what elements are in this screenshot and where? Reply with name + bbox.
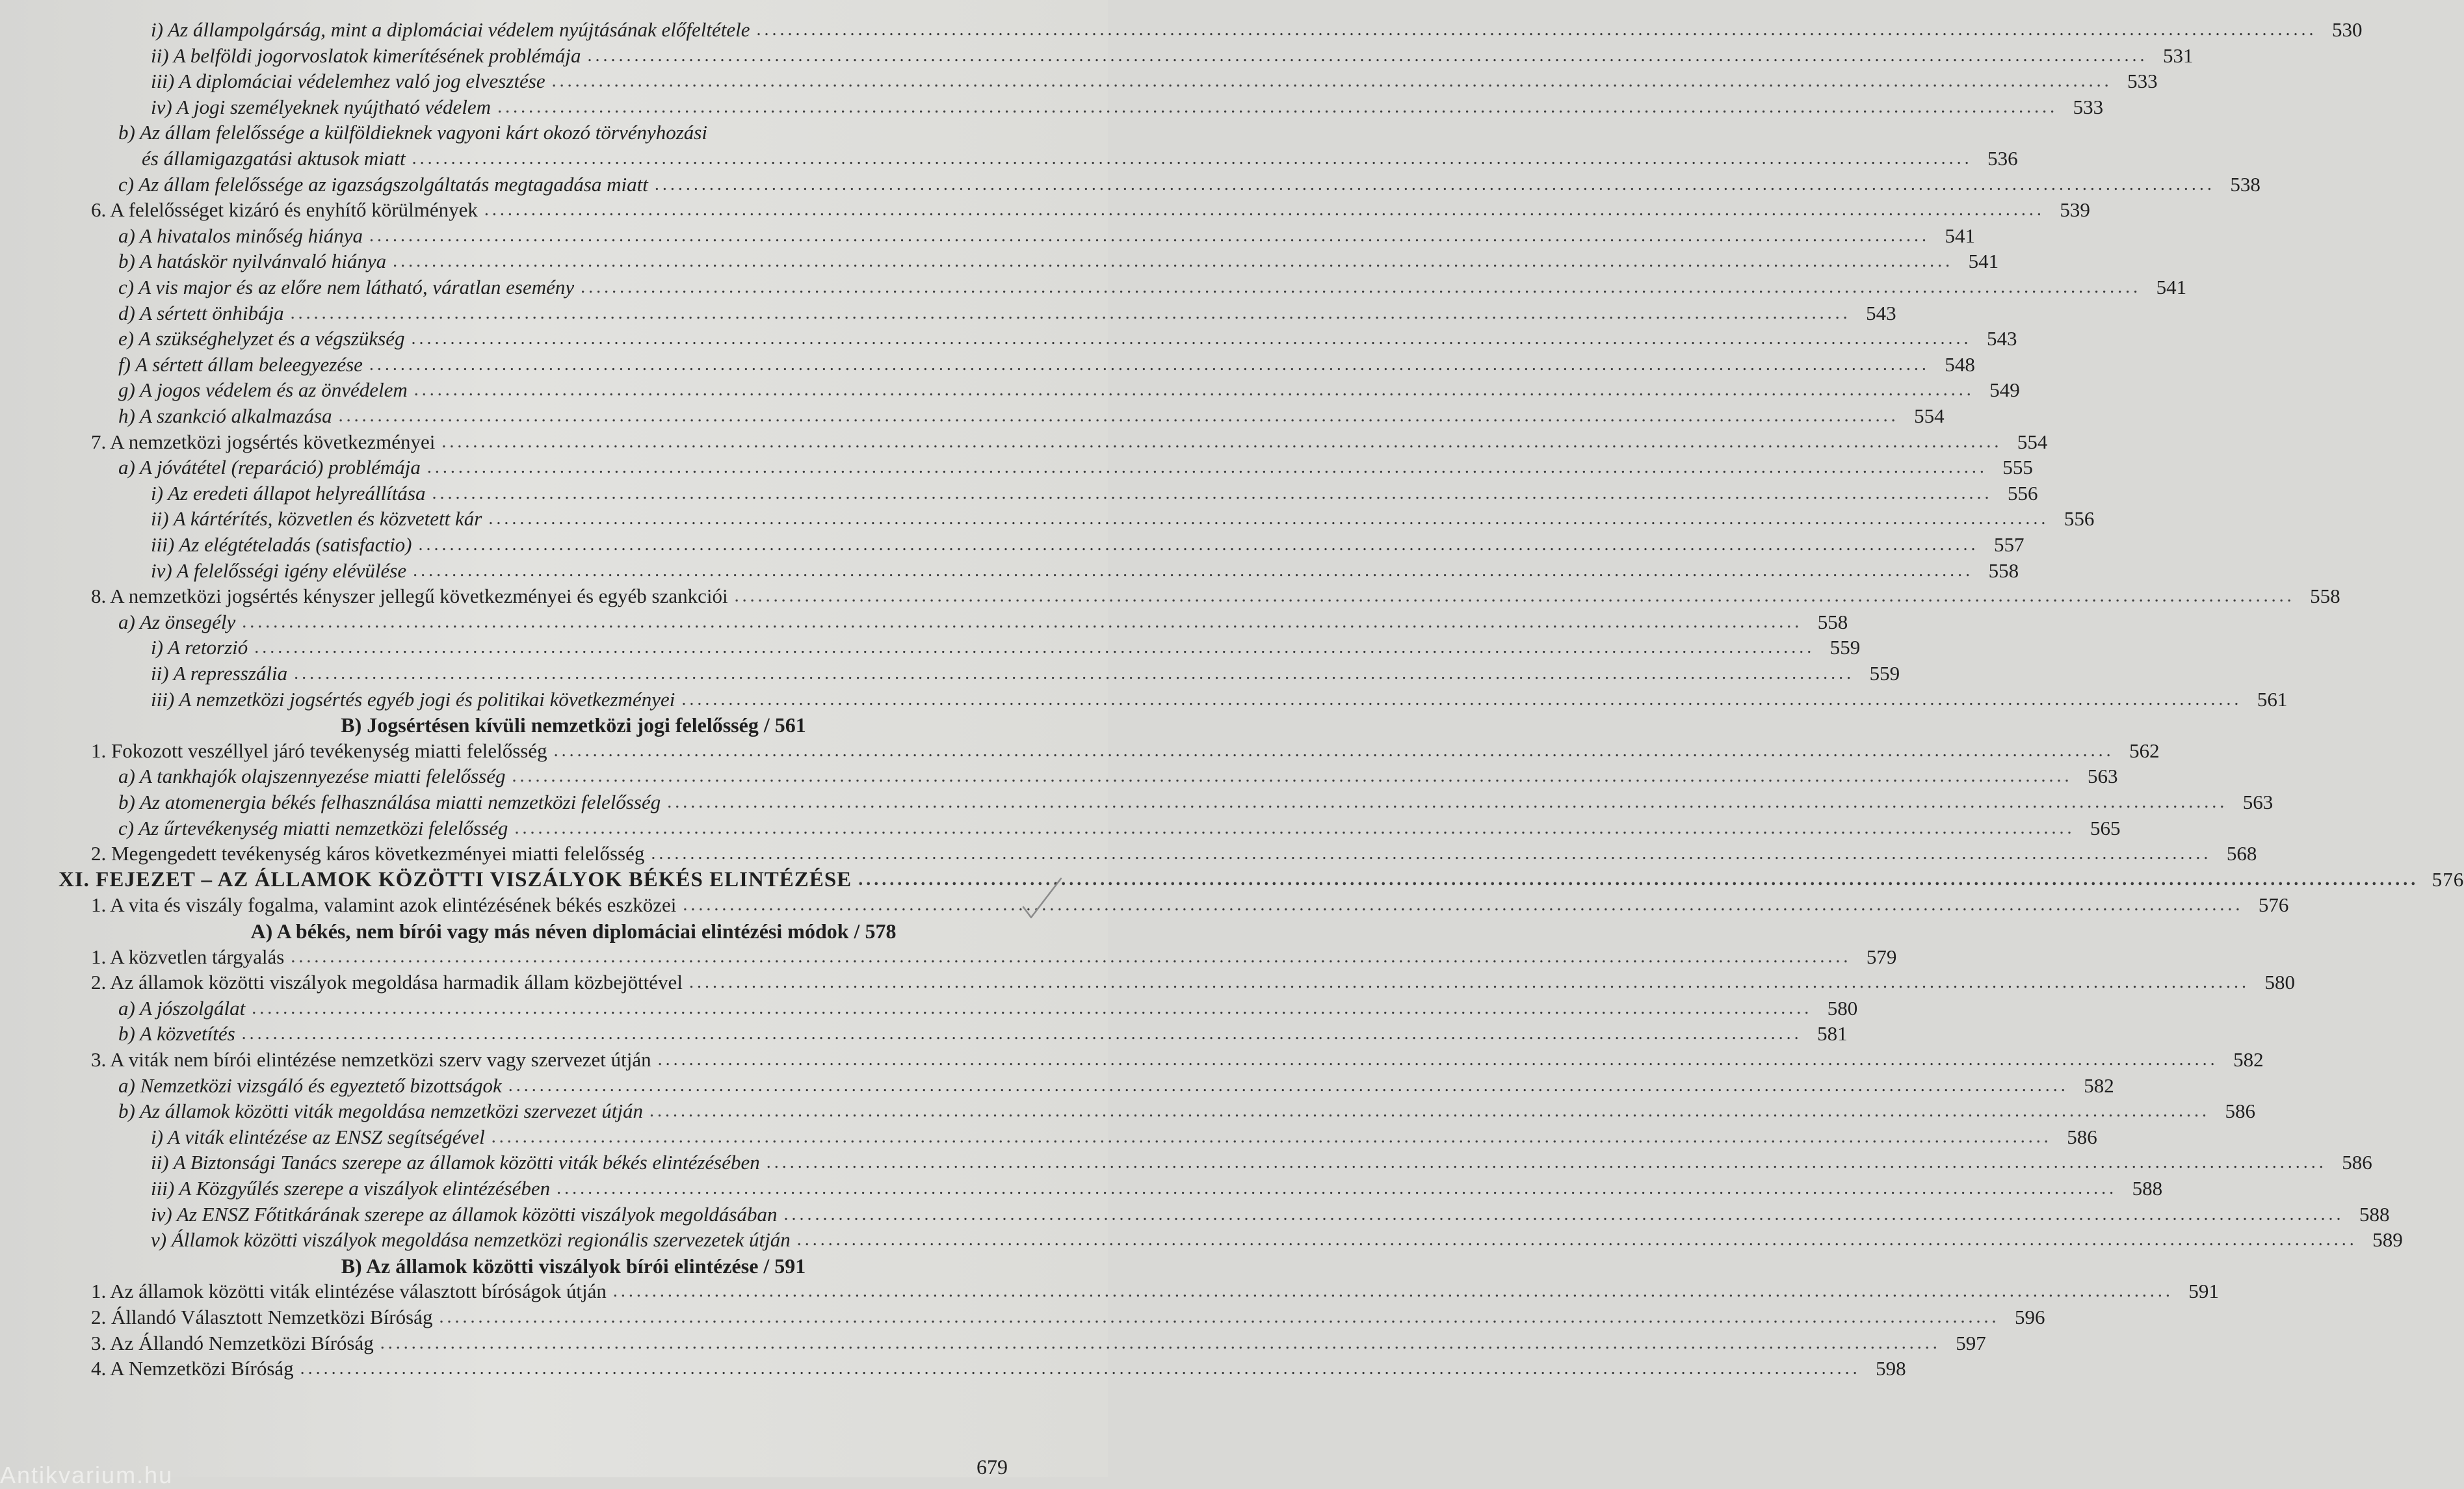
- toc-entry-page: 563: [2242, 791, 2274, 813]
- toc-entry-title: b) A közvetítés: [118, 1022, 235, 1046]
- toc-entry-title: 8. A nemzetközi jogsértés kényszer jellegű következményei és egyéb szankciói: [91, 585, 728, 608]
- toc-entry-title: b) Az atomenergia békés felhasználása miatti nemzetközi felelősség: [118, 791, 661, 813]
- toc-entry-title: 4. A Nemzetközi Bíróság: [91, 1357, 294, 1380]
- toc-entry-title: d) A sértett önhibája: [118, 301, 284, 324]
- dot-leader: ........................................................................................................................................................................................................: [418, 534, 1979, 555]
- toc-entry-title: 2. Az államok közötti viszályok megoldása harmadik állam közbejöttével: [91, 971, 683, 994]
- watermark: Antikvarium.hu: [0, 1462, 174, 1488]
- toc-entry-page: 533: [2073, 95, 2104, 118]
- dot-leader: ........................................................................................................................................................................................................: [667, 792, 2228, 812]
- section-heading: [0, 914, 1108, 943]
- toc-entry-page: 598: [1876, 1357, 1906, 1380]
- section-heading: [0, 708, 1108, 737]
- page-number: 679: [976, 1455, 1008, 1479]
- toc-entry: [151, 90, 2104, 119]
- toc-entry-title: i) A viták elintézése az ENSZ segítségével: [151, 1125, 485, 1148]
- toc-entry: [151, 631, 1861, 659]
- toc-entry-title: iv) A felelősségi igény elévülése: [151, 559, 407, 582]
- toc-entry-title: v) Államok közötti viszályok megoldása nemzetközi regionális szervezetek útján: [151, 1228, 791, 1252]
- dot-leader: ........................................................................................................................................................................................................: [654, 174, 2215, 194]
- toc-entry-page: 596: [2014, 1306, 2045, 1328]
- dot-leader: ........................................................................................................................................................................................................: [508, 1075, 2069, 1096]
- dot-leader: ........................................................................................................................................................................................................: [426, 457, 1987, 478]
- toc-entry: [91, 837, 2257, 865]
- toc-entry-page: 591: [2188, 1280, 2219, 1303]
- toc-entry: [118, 322, 2017, 350]
- toc-entry-page: 554: [2017, 430, 2048, 453]
- toc-entry: [118, 785, 2274, 814]
- toc-entry-page: 586: [2342, 1151, 2372, 1174]
- toc-entry-page: 557: [1994, 533, 2025, 556]
- dot-leader: ........................................................................................................................................................................................................: [557, 1178, 2117, 1198]
- toc-entry-title: és államigazgatási aktusok miatt: [142, 147, 406, 170]
- dot-leader: ........................................................................................................................................................................................................: [411, 328, 1972, 349]
- dot-leader: ........................................................................................................................................................................................................: [439, 1307, 2000, 1327]
- toc-entry: [91, 1326, 1986, 1355]
- dot-leader: ........................................................................................................................................................................................................: [491, 1126, 2052, 1147]
- dot-leader: ........................................................................................................................................................................................................: [497, 96, 2058, 117]
- toc-entry: [118, 270, 2187, 299]
- toc-entry-page: 541: [1945, 224, 1975, 247]
- dot-leader: ........................................................................................................................................................................................................: [393, 251, 1954, 272]
- dot-leader: ........................................................................................................................................................................................................: [514, 817, 2075, 838]
- toc-entry-page: 555: [2002, 456, 2033, 479]
- toc-entry: [91, 966, 2295, 994]
- toc-entry-page: 554: [1914, 404, 1945, 427]
- toc-entry-title: iv) A jogi személyeknek nyújtható védelem: [151, 95, 491, 118]
- toc-entry: [118, 116, 1006, 144]
- toc-entry-title: c) A vis major és az előre nem látható, váratlan esemény: [118, 276, 575, 298]
- toc-entry-title: h) A szankció alkalmazása: [118, 404, 332, 427]
- dot-leader: ........................................................................................................................................................................................................: [796, 1230, 2357, 1250]
- toc-entry-title: ii) A belföldi jogorvoslatok kimerítésének problémája: [151, 44, 581, 67]
- toc-entry-title: b) A hatáskör nyilvánvaló hiánya: [118, 250, 387, 273]
- dot-leader: ........................................................................................................................................................................................................: [380, 1332, 1941, 1353]
- toc-entry: [118, 811, 2121, 840]
- toc-entry-title: 2. Állandó Választott Nemzetközi Bíróság: [91, 1306, 433, 1328]
- toc-entry-title: c) Az állam felelőssége az igazságszolgáltatás megtagadása miatt: [118, 172, 648, 196]
- toc-entry-page: 586: [2225, 1100, 2256, 1123]
- toc-entry-page: 576: [2258, 893, 2289, 917]
- toc-entry: [118, 219, 1975, 248]
- toc-entry-page: 556: [2064, 507, 2095, 531]
- dot-leader: ........................................................................................................................................................................................................: [290, 302, 1851, 323]
- toc-entry: [91, 193, 2090, 222]
- dot-leader: ........................................................................................................................................................................................................: [756, 20, 2317, 40]
- toc-entry-page: 562: [2129, 739, 2160, 762]
- toc-entry-title: 1. Az államok közötti viták elintézése választott bíróságok útján: [91, 1280, 607, 1303]
- toc-entry: [91, 1043, 2264, 1072]
- toc-entry-page: 558: [1988, 559, 2019, 582]
- toc-entry-title: b) Az államok közötti viták megoldása nemzetközi szervezet útján: [118, 1100, 644, 1123]
- toc-entry-title: f) A sértett állam beleegyezése: [118, 352, 363, 376]
- toc-entry: [151, 477, 2038, 505]
- dot-leader: ........................................................................................................................................................................................................: [657, 1049, 2218, 1070]
- toc-entry: [91, 1352, 1906, 1380]
- toc-entry: [151, 1198, 2390, 1226]
- toc-entry-page: 582: [2233, 1048, 2264, 1071]
- toc-entry-page: 538: [2230, 172, 2261, 196]
- toc-entry: [151, 1172, 2163, 1200]
- toc-entry-page: 558: [1817, 610, 1848, 633]
- toc-entry-title: iii) A nemzetközi jogsértés egyéb jogi és politikai következményei: [151, 687, 675, 711]
- toc-entry-page: 588: [2359, 1202, 2390, 1226]
- toc-entry: [151, 554, 2019, 583]
- dot-leader: ........................................................................................................................................................................................................: [651, 843, 2212, 864]
- toc-entry: [118, 451, 2033, 479]
- dot-leader: ........................................................................................................................................................................................................: [242, 611, 1803, 632]
- toc-entry-page: 559: [1869, 662, 1900, 685]
- toc-entry-page: 543: [1986, 327, 2017, 350]
- toc-entry-title: e) A szükséghelyzet és a végszükség: [118, 327, 405, 350]
- toc-entry: [91, 425, 2048, 454]
- dot-leader: ........................................................................................................................................................................................................: [413, 380, 1974, 401]
- toc-entry-page: 556: [2007, 481, 2038, 505]
- toc-entry: [91, 940, 1897, 969]
- toc-entry: [118, 1094, 2256, 1123]
- toc-entry-page: 581: [1817, 1022, 1848, 1046]
- dot-leader: ........................................................................................................................................................................................................: [338, 406, 1899, 426]
- dot-leader: ........................................................................................................................................................................................................: [484, 200, 2045, 220]
- toc-entry-title: c) Az űrtevékenység miatti nemzetközi felelősség: [118, 816, 508, 839]
- toc-entry-title: 2. Megengedett tevékenység káros következményei miatti felelősség: [91, 842, 645, 865]
- toc-entry-title: iv) Az ENSZ Főtitkárának szerepe az államok közötti viszályok megoldásában: [151, 1202, 778, 1226]
- toc-entry-page: 568: [2226, 842, 2257, 865]
- toc-entry-page: 541: [2156, 276, 2187, 298]
- section-heading: [0, 1249, 1108, 1278]
- dot-leader: ........................................................................................................................................................................................................: [294, 663, 1855, 683]
- toc-entry-title: ii) A Biztonsági Tanács szerepe az államok közötti viták békés elintézésében: [151, 1151, 760, 1174]
- toc-entry-title: iii) A Közgyűlés szerepe a viszályok elintézésében: [151, 1177, 551, 1200]
- toc-entry: [118, 399, 1945, 428]
- toc-entry-page: 565: [2090, 816, 2121, 839]
- toc-entry-page: 582: [2084, 1074, 2114, 1097]
- dot-leader: ........................................................................................................................................................................................................: [587, 45, 2148, 66]
- pencil-checkmark-icon: [1021, 875, 1066, 927]
- dot-leader: ........................................................................................................................................................................................................: [252, 997, 1813, 1018]
- toc-entry-page: 558: [2310, 585, 2340, 608]
- dot-leader: ........................................................................................................................................................................................................: [291, 946, 1852, 967]
- section-heading-text: B) Jogsértésen kívüli nemzetközi jogi felelősség / 561: [341, 713, 806, 737]
- toc-entry-page: 589: [2372, 1228, 2403, 1252]
- dot-leader: ........................................................................................................................................................................................................: [858, 869, 2419, 889]
- toc-entry-title: a) A tankhajók olajszennyezése miatti felelősség: [118, 765, 506, 788]
- dot-leader: ........................................................................................................................................................................................................: [783, 1204, 2344, 1224]
- toc-entry-page: 543: [1866, 301, 1896, 324]
- chapter-heading: [59, 863, 2464, 891]
- toc-entry: [118, 296, 1896, 325]
- toc-entry-title: 1. Fokozott veszéllyel járó tevékenység miatti felelősség: [91, 739, 547, 762]
- dot-leader: ........................................................................................................................................................................................................: [553, 740, 2114, 761]
- toc-entry-title: a) A jóvátétel (reparáció) problémája: [118, 456, 421, 479]
- dot-leader: ........................................................................................................................................................................................................: [241, 1023, 1802, 1044]
- toc-entry-page: 563: [2088, 765, 2118, 788]
- toc-entry: [151, 502, 2095, 531]
- dot-leader: ........................................................................................................................................................................................................: [649, 1101, 2210, 1122]
- toc-entry: [118, 244, 1999, 273]
- dot-leader: ........................................................................................................................................................................................................: [581, 277, 2142, 297]
- toc-entry-title: i) Az állampolgárság, mint a diplomáciai védelem nyújtásának előfeltétele: [151, 18, 750, 41]
- toc-entry-title: iii) A diplomáciai védelemhez való jog elvesztése: [151, 70, 545, 93]
- toc-entry: [151, 1120, 2097, 1149]
- toc-entry-title: b) Az állam felelőssége a külföldieknek vagyoni kárt okozó törvényhozási: [118, 121, 707, 144]
- dot-leader: ........................................................................................................................................................................................................: [688, 972, 2249, 993]
- toc-entry-page: 548: [1945, 352, 1975, 376]
- toc-entry-page: 539: [2060, 198, 2090, 222]
- toc-entry-page: 531: [2163, 44, 2194, 67]
- toc-entry-title: i) A retorzió: [151, 636, 248, 659]
- toc-entry: [151, 683, 2288, 711]
- toc-entry-title: 7. A nemzetközi jogsértés következményei: [91, 430, 436, 453]
- toc-entry-page: 549: [1989, 378, 2020, 402]
- toc-entry: [151, 64, 2158, 93]
- toc-entry-title: i) Az eredeti állapot helyreállítása: [151, 481, 426, 505]
- toc-entry-title: XI. FEJEZET – AZ ÁLLAMOK KÖZÖTTI VISZÁLYOK BÉKÉS ELINTÉZÉSE: [59, 867, 852, 891]
- toc-entry: [151, 13, 2363, 42]
- toc-entry-title: ii) A represszália: [151, 662, 288, 685]
- toc-entry: [118, 605, 1848, 634]
- toc-entry-page: 541: [1968, 250, 1999, 273]
- dot-leader: ........................................................................................................................................................................................................: [413, 560, 1974, 581]
- toc-entry: [91, 1300, 2045, 1329]
- toc-entry: [151, 1223, 2403, 1252]
- toc-entry-title: a) Nemzetközi vizsgáló és egyeztető bizottságok: [118, 1074, 502, 1097]
- dot-leader: ........................................................................................................................................................................................................: [681, 689, 2242, 709]
- dot-leader: ........................................................................................................................................................................................................: [432, 482, 1993, 503]
- toc-entry-page: 579: [1866, 945, 1897, 968]
- toc-entry-title: 3. A viták nem bírói elintézése nemzetközi szerv vagy szervezet útján: [91, 1048, 651, 1071]
- toc-entry: [118, 1069, 2114, 1098]
- toc-entry-page: 586: [2067, 1125, 2097, 1148]
- toc-entry-page: 580: [1827, 996, 1858, 1020]
- toc-entry-title: g) A jogos védelem és az önvédelem: [118, 378, 408, 402]
- toc-entry: [91, 1274, 2219, 1303]
- toc-entry: [151, 1146, 2372, 1174]
- toc-entry-page: 561: [2257, 687, 2288, 711]
- toc-entry-page: 580: [2264, 971, 2295, 994]
- toc-entry-page: 533: [2127, 70, 2158, 93]
- dot-leader: ........................................................................................................................................................................................................: [300, 1358, 1861, 1379]
- toc-entry-title: ii) A kártérítés, közvetlen és közvetett kár: [151, 507, 482, 531]
- dot-leader: ........................................................................................................................................................................................................: [369, 354, 1930, 375]
- dot-leader: ........................................................................................................................................................................................................: [766, 1152, 2327, 1173]
- toc-entry: [91, 734, 2160, 763]
- toc-entry-title: 1. A vita és viszály fogalma, valamint azok elintézésének békés eszközei: [91, 893, 677, 917]
- toc-entry: [151, 657, 1900, 685]
- toc-entry: [151, 39, 2194, 68]
- toc-entry-title: 3. Az Állandó Nemzetközi Bíróság: [91, 1331, 374, 1354]
- toc-entry-title: a) Az önsegély: [118, 610, 236, 633]
- dot-leader: ........................................................................................................................................................................................................: [369, 225, 1930, 246]
- section-heading-text: A) A békés, nem bírói vagy más néven diplomáciai elintézési módok / 578: [250, 919, 897, 943]
- dot-leader: ........................................................................................................................................................................................................: [441, 431, 2002, 452]
- toc-entry: [118, 373, 2020, 402]
- toc-entry: [142, 142, 2018, 170]
- toc-entry: [118, 759, 2118, 788]
- dot-leader: ........................................................................................................................................................................................................: [412, 148, 1973, 168]
- toc-entry-title: 1. A közvetlen tárgyalás: [91, 945, 285, 968]
- dot-leader: ........................................................................................................................................................................................................: [488, 508, 2049, 529]
- toc-entry-title: a) A jószolgálat: [118, 996, 246, 1020]
- toc-entry-page: 559: [1829, 636, 1861, 659]
- toc-entry-page: 530: [2332, 18, 2363, 41]
- toc-entry: [91, 888, 2289, 917]
- toc-entry-page: 597: [1956, 1331, 1986, 1354]
- dot-leader: ........................................................................................................................................................................................................: [254, 637, 1815, 658]
- section-heading-text: B) Az államok közötti viszályok bírói elintézése / 591: [341, 1254, 806, 1278]
- toc-entry-page: 588: [2132, 1177, 2163, 1200]
- dot-leader: ........................................................................................................................................................................................................: [512, 766, 2073, 787]
- toc-entry-page: 576: [2431, 867, 2464, 891]
- toc-entry: [118, 168, 2261, 196]
- dot-leader: ........................................................................................................................................................................................................: [734, 586, 2295, 607]
- toc-entry: [151, 528, 2025, 557]
- dot-leader: ........................................................................................................................................................................................................: [612, 1281, 2173, 1302]
- toc-entry-title: 6. A felelősséget kizáró és enyhítő körülmények: [91, 198, 478, 222]
- toc-entry: [91, 579, 2340, 608]
- toc-entry: [118, 348, 1975, 376]
- toc-entry: [118, 992, 1858, 1020]
- toc-entry-title: a) A hivatalos minőség hiánya: [118, 224, 363, 247]
- toc-entry: [118, 1017, 1848, 1046]
- dot-leader: ........................................................................................................................................................................................................: [551, 71, 2112, 92]
- toc-entry-page: 536: [1987, 147, 2018, 170]
- toc-entry-title: iii) Az elégtételadás (satisfactio): [151, 533, 412, 556]
- dot-leader: ........................................................................................................................................................................................................: [683, 895, 2244, 916]
